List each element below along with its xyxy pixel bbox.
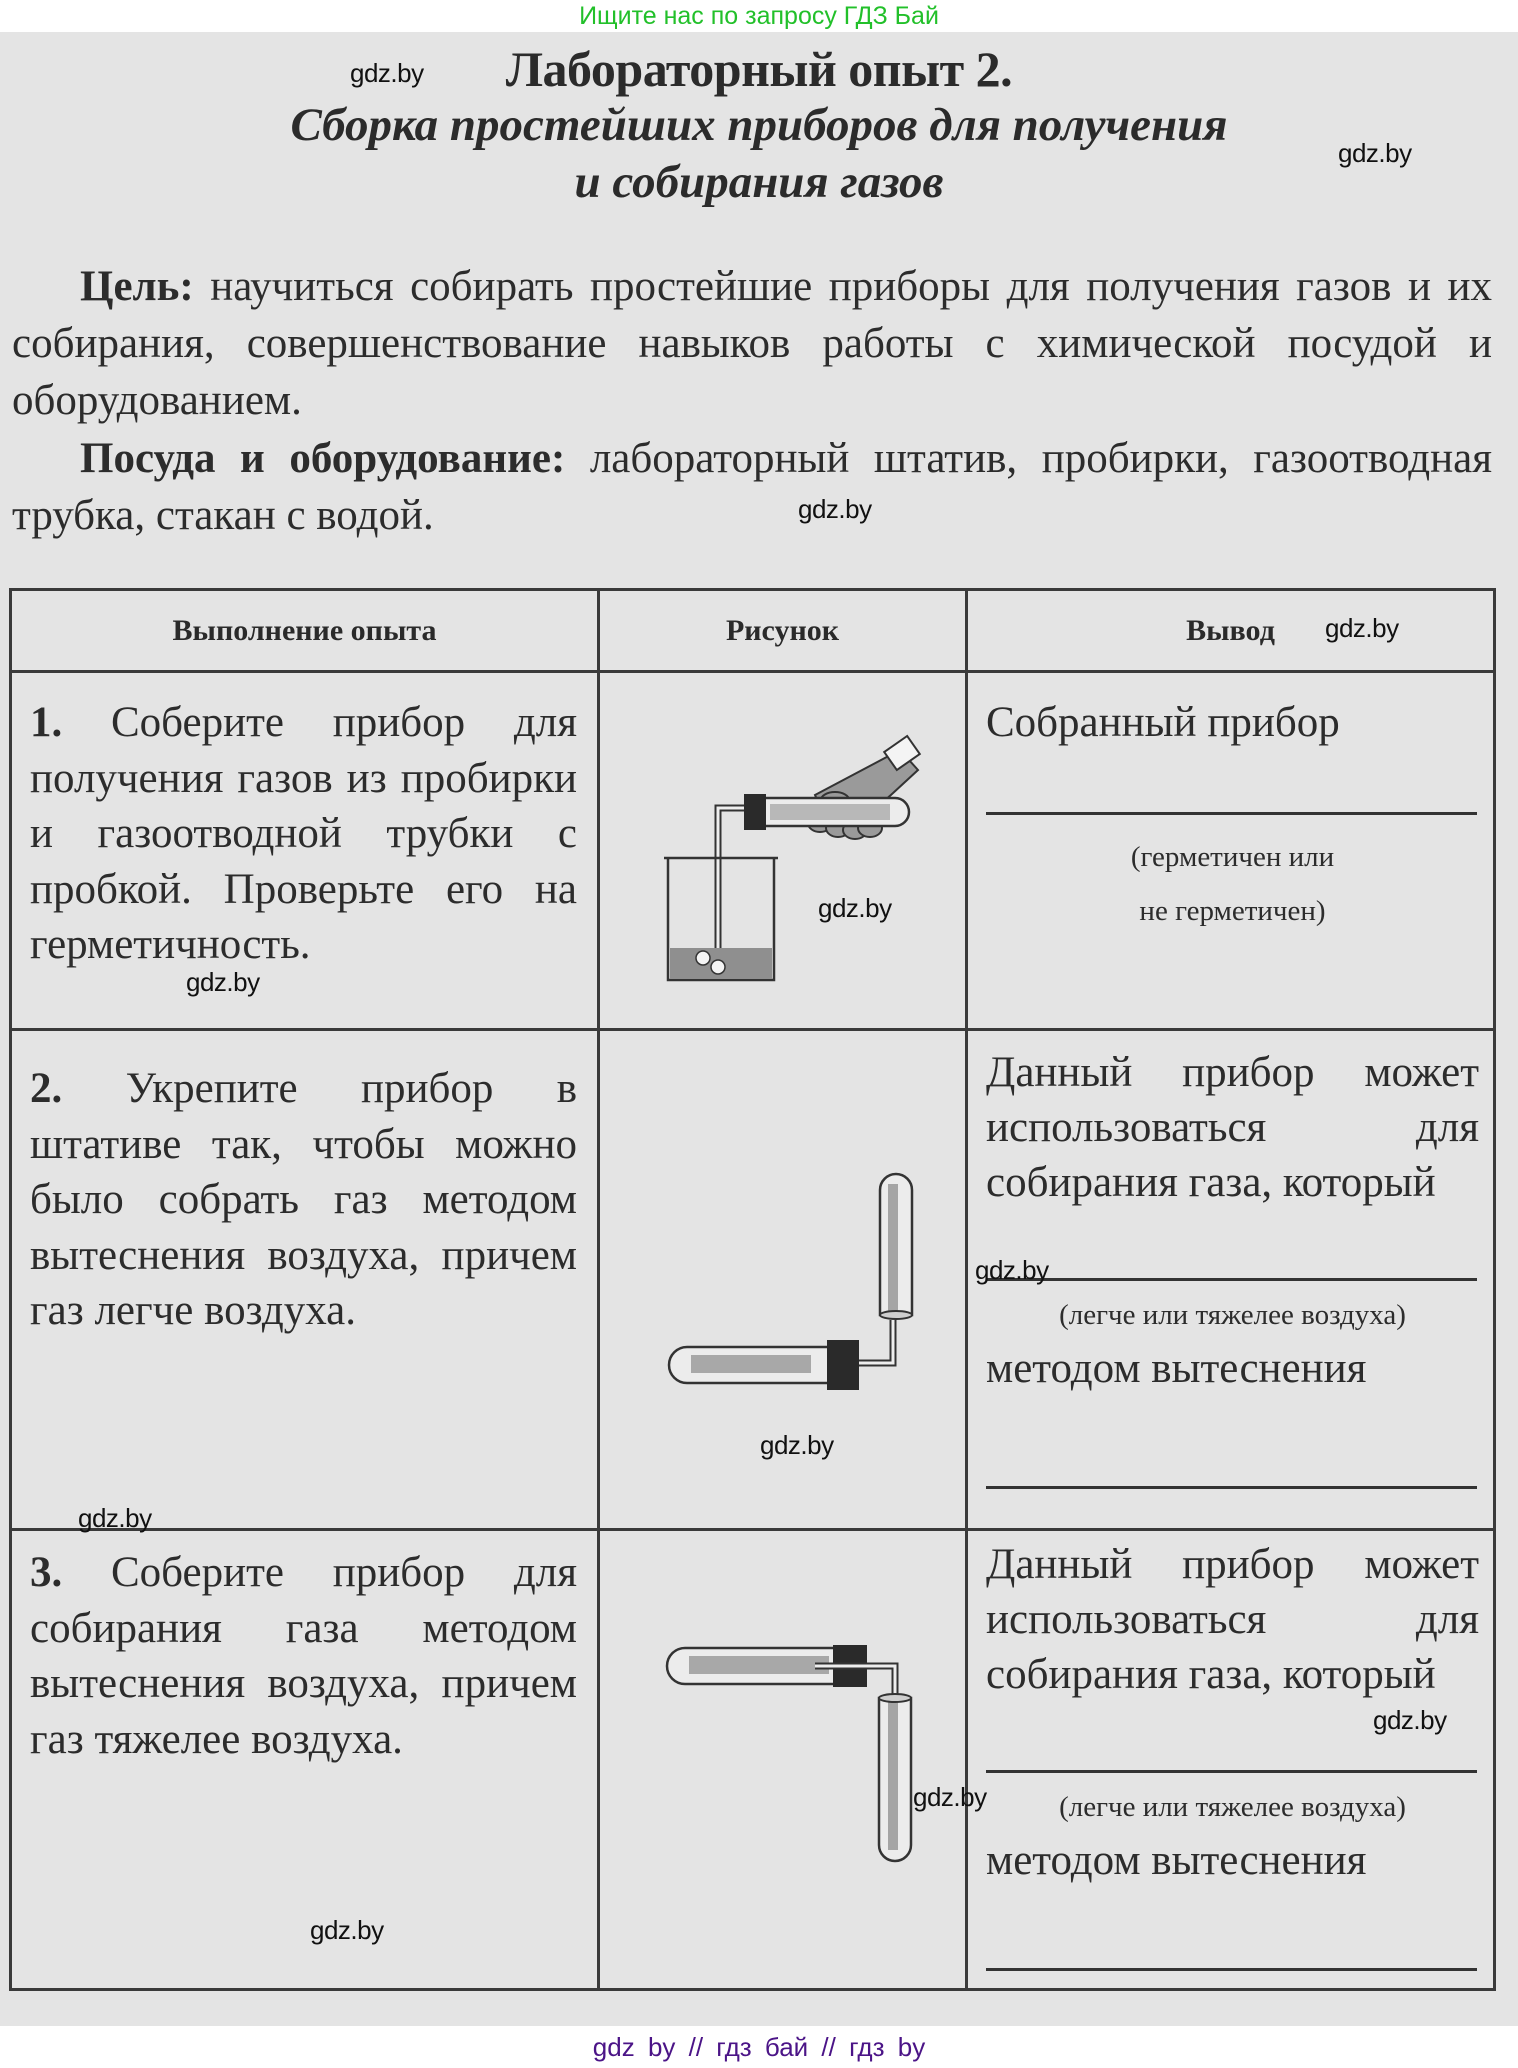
conclusion-text: Данный прибор может использоваться для собирания газа, который <box>986 1049 1479 1206</box>
equipment-text: лабораторный штатив, пробирки, газоотводная трубка, стакан с водой. <box>12 435 1492 539</box>
equipment-label: Посуда и оборудование: <box>80 435 566 482</box>
answer-hint: (легче или тяжелее воздуха) <box>1059 1299 1406 1331</box>
procedure-cell <box>11 1030 599 1530</box>
answer-hint-line1: (герметичен или <box>1130 841 1335 873</box>
collecting-tube-icon <box>879 1694 911 1861</box>
watermark: gdz.by <box>975 1255 1049 1285</box>
answer-hint: (легче или тяжелее воздуха) <box>1059 1791 1406 1823</box>
conclusion-text: Данный прибор может использоваться для собирания газа, который <box>986 1541 1479 1698</box>
figure-gas-apparatus-beaker <box>640 730 940 990</box>
goal-text: научиться собирать простейшие приборы для получения газов и их собирания, совершенствование навыков работы с химической посудой и оборудованием. <box>12 263 1492 424</box>
gas-tube-icon <box>718 808 744 965</box>
watermark: gdz.by <box>1338 138 1412 168</box>
step-text <box>12 673 597 973</box>
conclusion-cell <box>967 1530 1495 1990</box>
equipment-paragraph <box>12 430 1492 544</box>
watermark: gdz.by <box>350 58 424 88</box>
step-text <box>12 1031 597 1339</box>
step-description: Укрепите прибор в штативе так, чтобы можно было собрать газ методом вытеснения воздуха, причем газ легче воздуха. <box>30 1065 577 1334</box>
column-header-figure: Рисунок <box>599 590 967 672</box>
step-number: 3. <box>30 1549 63 1596</box>
test-tube-icon <box>744 794 909 830</box>
conclusion-cell <box>967 672 1495 1030</box>
answer-blank-method[interactable] <box>986 1486 1477 1489</box>
collecting-tube-icon <box>880 1174 912 1319</box>
answer-blank-method[interactable] <box>986 1968 1477 1971</box>
table-header-row <box>11 590 1495 672</box>
footer-text: gdz by // гдз бай // гдз by <box>592 2032 926 2062</box>
watermark: gdz.by <box>1325 613 1399 643</box>
watermark: gdz.by <box>186 967 260 997</box>
procedure-cell <box>11 1530 599 1990</box>
goal-label: Цель: <box>80 263 194 310</box>
watermark: gdz.by <box>1373 1705 1447 1735</box>
step-number: 1. <box>30 699 63 746</box>
watermark: gdz.by <box>913 1782 987 1812</box>
watermark: gdz.by <box>760 1430 834 1460</box>
method-text: методом вытеснения <box>986 1837 1367 1884</box>
goal-paragraph <box>12 258 1492 429</box>
step-text <box>12 1531 597 1767</box>
figure-upward-air-displacement <box>655 1150 915 1390</box>
page-subtitle-line1: Сборка простейших приборов для получения <box>290 99 1228 151</box>
column-header-procedure: Выполнение опыта <box>11 590 599 672</box>
column-header-conclusion: Вывод <box>967 590 1495 672</box>
watermark: gdz.by <box>818 893 892 923</box>
conclusion-text: Собранный прибор <box>986 699 1340 746</box>
page-subtitle-line2: и собирания газов <box>574 156 944 208</box>
banner-text: Ищите нас по запросу ГДЗ Бай <box>579 2 939 30</box>
search-banner <box>0 0 1518 32</box>
site-footer <box>0 2026 1518 2068</box>
test-tube-icon <box>669 1340 859 1390</box>
watermark: gdz.by <box>78 1503 152 1533</box>
method-text: методом вытеснения <box>986 1345 1367 1392</box>
figure-downward-air-displacement <box>655 1640 915 1900</box>
watermark: gdz.by <box>310 1915 384 1945</box>
page-title: Лабораторный опыт 2. <box>505 41 1013 97</box>
procedure-cell <box>11 672 599 1030</box>
answer-hint-line2: не герметичен) <box>1139 895 1326 927</box>
step-number: 2. <box>30 1065 63 1112</box>
step-description: Соберите прибор для получения газов из пробирки и газоотводной трубки с пробкой. Проверьте его на герметичность. <box>30 699 577 968</box>
step-description: Соберите прибор для собирания газа методом вытеснения воздуха, причем газ тяжелее воздуха. <box>30 1549 577 1763</box>
watermark: gdz.by <box>798 494 872 524</box>
